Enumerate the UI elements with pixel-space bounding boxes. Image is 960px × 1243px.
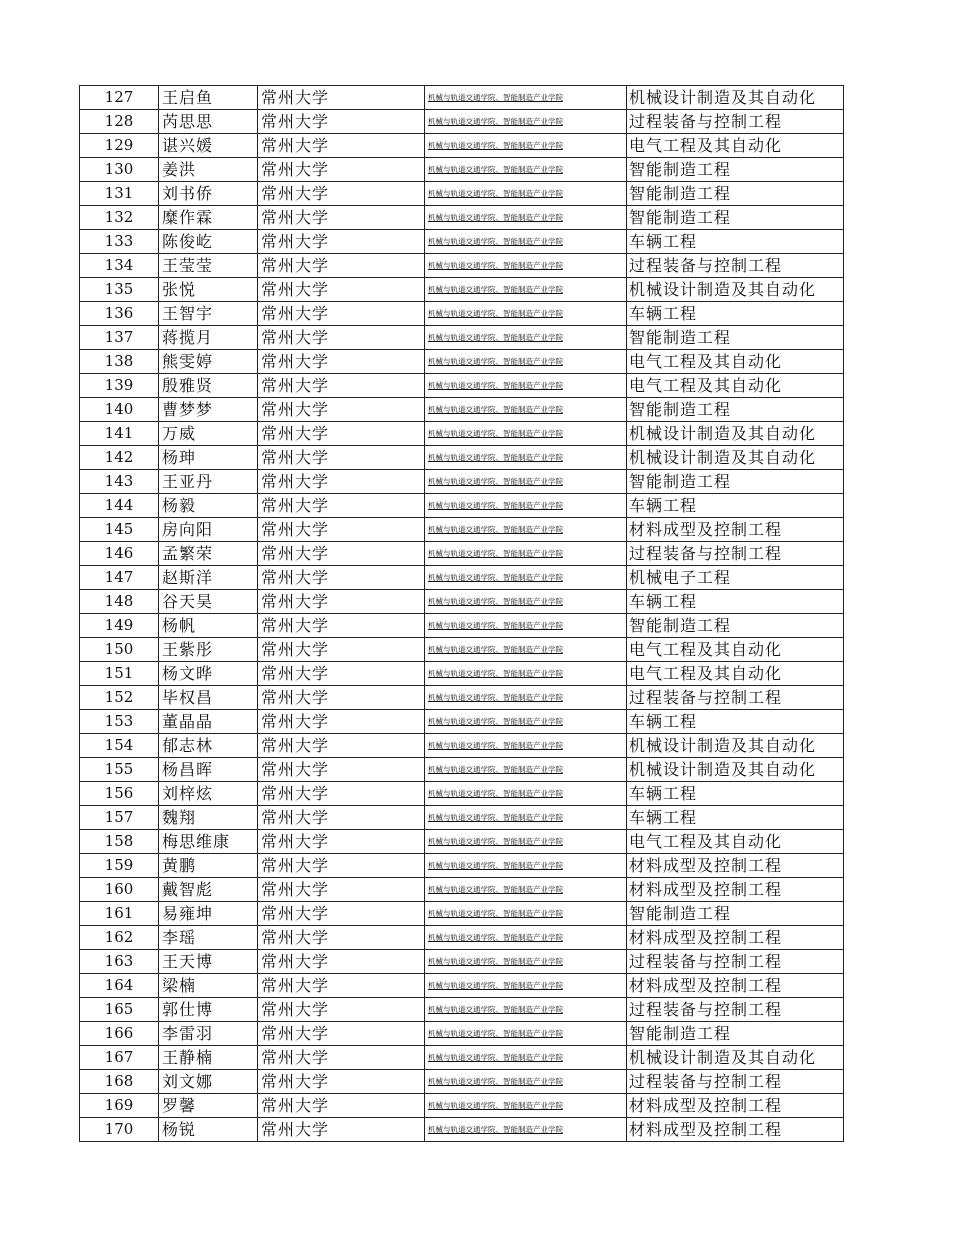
row-number: 145	[80, 518, 159, 542]
row-number: 143	[80, 470, 159, 494]
major-name: 材料成型及控制工程	[627, 926, 844, 950]
major-name: 电气工程及其自动化	[627, 374, 844, 398]
row-number: 165	[80, 998, 159, 1022]
department-name: 机械与轨道交通学院、智能制造产业学院	[425, 1094, 627, 1118]
student-name: 郁志林	[159, 734, 258, 758]
student-name: 谌兴媛	[159, 134, 258, 158]
university-name: 常州大学	[258, 518, 425, 542]
university-name: 常州大学	[258, 998, 425, 1022]
major-name: 过程装备与控制工程	[627, 998, 844, 1022]
major-name: 车辆工程	[627, 230, 844, 254]
table-row	[80, 686, 844, 710]
row-number: 166	[80, 1022, 159, 1046]
major-name: 车辆工程	[627, 494, 844, 518]
university-name: 常州大学	[258, 134, 425, 158]
department-name: 机械与轨道交通学院、智能制造产业学院	[425, 662, 627, 686]
row-number: 148	[80, 590, 159, 614]
student-name: 易雍坤	[159, 902, 258, 926]
major-name: 材料成型及控制工程	[627, 974, 844, 998]
row-number: 164	[80, 974, 159, 998]
student-name: 魏翔	[159, 806, 258, 830]
row-number: 128	[80, 110, 159, 134]
university-name: 常州大学	[258, 1118, 425, 1142]
university-name: 常州大学	[258, 806, 425, 830]
department-name: 机械与轨道交通学院、智能制造产业学院	[425, 230, 627, 254]
row-number: 154	[80, 734, 159, 758]
row-number: 127	[80, 86, 159, 110]
roster-body	[80, 86, 844, 1142]
major-name: 材料成型及控制工程	[627, 518, 844, 542]
department-name: 机械与轨道交通学院、智能制造产业学院	[425, 278, 627, 302]
student-name: 王莹莹	[159, 254, 258, 278]
major-name: 机械设计制造及其自动化	[627, 86, 844, 110]
row-number: 163	[80, 950, 159, 974]
student-name: 杨昌晖	[159, 758, 258, 782]
table-row	[80, 926, 844, 950]
row-number: 130	[80, 158, 159, 182]
university-name: 常州大学	[258, 566, 425, 590]
major-name: 智能制造工程	[627, 326, 844, 350]
row-number: 138	[80, 350, 159, 374]
department-name: 机械与轨道交通学院、智能制造产业学院	[425, 638, 627, 662]
university-name: 常州大学	[258, 374, 425, 398]
department-name: 机械与轨道交通学院、智能制造产业学院	[425, 182, 627, 206]
university-name: 常州大学	[258, 158, 425, 182]
major-name: 过程装备与控制工程	[627, 110, 844, 134]
department-name: 机械与轨道交通学院、智能制造产业学院	[425, 134, 627, 158]
department-name: 机械与轨道交通学院、智能制造产业学院	[425, 830, 627, 854]
department-name: 机械与轨道交通学院、智能制造产业学院	[425, 398, 627, 422]
university-name: 常州大学	[258, 902, 425, 926]
table-row	[80, 974, 844, 998]
university-name: 常州大学	[258, 686, 425, 710]
department-name: 机械与轨道交通学院、智能制造产业学院	[425, 518, 627, 542]
major-name: 车辆工程	[627, 806, 844, 830]
university-name: 常州大学	[258, 614, 425, 638]
department-name: 机械与轨道交通学院、智能制造产业学院	[425, 1070, 627, 1094]
table-row	[80, 854, 844, 878]
row-number: 142	[80, 446, 159, 470]
row-number: 135	[80, 278, 159, 302]
table-row	[80, 638, 844, 662]
major-name: 电气工程及其自动化	[627, 830, 844, 854]
department-name: 机械与轨道交通学院、智能制造产业学院	[425, 1022, 627, 1046]
table-row	[80, 878, 844, 902]
major-name: 过程装备与控制工程	[627, 686, 844, 710]
major-name: 过程装备与控制工程	[627, 1070, 844, 1094]
department-name: 机械与轨道交通学院、智能制造产业学院	[425, 758, 627, 782]
university-name: 常州大学	[258, 1022, 425, 1046]
table-row	[80, 782, 844, 806]
department-name: 机械与轨道交通学院、智能制造产业学院	[425, 734, 627, 758]
table-row	[80, 566, 844, 590]
major-name: 机械设计制造及其自动化	[627, 758, 844, 782]
row-number: 144	[80, 494, 159, 518]
table-row	[80, 302, 844, 326]
row-number: 167	[80, 1046, 159, 1070]
department-name: 机械与轨道交通学院、智能制造产业学院	[425, 950, 627, 974]
university-name: 常州大学	[258, 278, 425, 302]
student-name: 戴智彪	[159, 878, 258, 902]
row-number: 133	[80, 230, 159, 254]
student-name: 黄鹏	[159, 854, 258, 878]
university-name: 常州大学	[258, 710, 425, 734]
student-name: 王天博	[159, 950, 258, 974]
major-name: 材料成型及控制工程	[627, 1094, 844, 1118]
table-row	[80, 326, 844, 350]
student-name: 糜作霖	[159, 206, 258, 230]
university-name: 常州大学	[258, 1070, 425, 1094]
table-row	[80, 422, 844, 446]
row-number: 129	[80, 134, 159, 158]
major-name: 智能制造工程	[627, 1022, 844, 1046]
row-number: 132	[80, 206, 159, 230]
row-number: 157	[80, 806, 159, 830]
table-row	[80, 1022, 844, 1046]
table-row	[80, 950, 844, 974]
department-name: 机械与轨道交通学院、智能制造产业学院	[425, 350, 627, 374]
university-name: 常州大学	[258, 662, 425, 686]
department-name: 机械与轨道交通学院、智能制造产业学院	[425, 614, 627, 638]
row-number: 158	[80, 830, 159, 854]
major-name: 智能制造工程	[627, 158, 844, 182]
university-name: 常州大学	[258, 974, 425, 998]
table-row	[80, 230, 844, 254]
department-name: 机械与轨道交通学院、智能制造产业学院	[425, 110, 627, 134]
university-name: 常州大学	[258, 734, 425, 758]
student-name: 梅思维康	[159, 830, 258, 854]
university-name: 常州大学	[258, 302, 425, 326]
table-row	[80, 518, 844, 542]
department-name: 机械与轨道交通学院、智能制造产业学院	[425, 1118, 627, 1142]
table-row	[80, 710, 844, 734]
student-name: 王静楠	[159, 1046, 258, 1070]
department-name: 机械与轨道交通学院、智能制造产业学院	[425, 926, 627, 950]
row-number: 136	[80, 302, 159, 326]
table-row	[80, 158, 844, 182]
student-name: 杨文晔	[159, 662, 258, 686]
major-name: 车辆工程	[627, 590, 844, 614]
major-name: 机械设计制造及其自动化	[627, 734, 844, 758]
table-row	[80, 806, 844, 830]
university-name: 常州大学	[258, 638, 425, 662]
major-name: 车辆工程	[627, 710, 844, 734]
table-row	[80, 590, 844, 614]
row-number: 131	[80, 182, 159, 206]
department-name: 机械与轨道交通学院、智能制造产业学院	[425, 806, 627, 830]
department-name: 机械与轨道交通学院、智能制造产业学院	[425, 470, 627, 494]
major-name: 机械设计制造及其自动化	[627, 446, 844, 470]
university-name: 常州大学	[258, 182, 425, 206]
student-name: 刘书侨	[159, 182, 258, 206]
department-name: 机械与轨道交通学院、智能制造产业学院	[425, 326, 627, 350]
major-name: 智能制造工程	[627, 614, 844, 638]
row-number: 169	[80, 1094, 159, 1118]
department-name: 机械与轨道交通学院、智能制造产业学院	[425, 542, 627, 566]
student-name: 王紫彤	[159, 638, 258, 662]
table-row	[80, 1094, 844, 1118]
department-name: 机械与轨道交通学院、智能制造产业学院	[425, 998, 627, 1022]
student-name: 董晶晶	[159, 710, 258, 734]
university-name: 常州大学	[258, 926, 425, 950]
row-number: 161	[80, 902, 159, 926]
row-number: 141	[80, 422, 159, 446]
major-name: 智能制造工程	[627, 206, 844, 230]
major-name: 车辆工程	[627, 302, 844, 326]
university-name: 常州大学	[258, 1046, 425, 1070]
department-name: 机械与轨道交通学院、智能制造产业学院	[425, 974, 627, 998]
department-name: 机械与轨道交通学院、智能制造产业学院	[425, 782, 627, 806]
student-name: 杨锐	[159, 1118, 258, 1142]
major-name: 过程装备与控制工程	[627, 950, 844, 974]
row-number: 168	[80, 1070, 159, 1094]
student-name: 蒋揽月	[159, 326, 258, 350]
table-row	[80, 494, 844, 518]
row-number: 159	[80, 854, 159, 878]
table-row	[80, 374, 844, 398]
roster-table	[79, 85, 844, 1142]
university-name: 常州大学	[258, 830, 425, 854]
university-name: 常州大学	[258, 86, 425, 110]
university-name: 常州大学	[258, 470, 425, 494]
university-name: 常州大学	[258, 782, 425, 806]
table-row	[80, 134, 844, 158]
department-name: 机械与轨道交通学院、智能制造产业学院	[425, 590, 627, 614]
student-name: 毕权昌	[159, 686, 258, 710]
table-row	[80, 1118, 844, 1142]
major-name: 电气工程及其自动化	[627, 134, 844, 158]
table-row	[80, 998, 844, 1022]
university-name: 常州大学	[258, 230, 425, 254]
department-name: 机械与轨道交通学院、智能制造产业学院	[425, 446, 627, 470]
table-row	[80, 662, 844, 686]
row-number: 151	[80, 662, 159, 686]
department-name: 机械与轨道交通学院、智能制造产业学院	[425, 86, 627, 110]
student-name: 熊雯婷	[159, 350, 258, 374]
table-row	[80, 734, 844, 758]
table-row	[80, 446, 844, 470]
university-name: 常州大学	[258, 494, 425, 518]
major-name: 智能制造工程	[627, 398, 844, 422]
row-number: 134	[80, 254, 159, 278]
student-name: 杨帆	[159, 614, 258, 638]
university-name: 常州大学	[258, 446, 425, 470]
university-name: 常州大学	[258, 110, 425, 134]
table-row	[80, 758, 844, 782]
major-name: 机械设计制造及其自动化	[627, 422, 844, 446]
table-row	[80, 542, 844, 566]
table-row	[80, 254, 844, 278]
student-name: 郭仕博	[159, 998, 258, 1022]
department-name: 机械与轨道交通学院、智能制造产业学院	[425, 302, 627, 326]
department-name: 机械与轨道交通学院、智能制造产业学院	[425, 1046, 627, 1070]
major-name: 材料成型及控制工程	[627, 1118, 844, 1142]
major-name: 智能制造工程	[627, 182, 844, 206]
student-name: 谷天昊	[159, 590, 258, 614]
university-name: 常州大学	[258, 1094, 425, 1118]
department-name: 机械与轨道交通学院、智能制造产业学院	[425, 878, 627, 902]
table-row	[80, 614, 844, 638]
student-name: 梁楠	[159, 974, 258, 998]
student-name: 曹梦梦	[159, 398, 258, 422]
department-name: 机械与轨道交通学院、智能制造产业学院	[425, 158, 627, 182]
student-name: 张悦	[159, 278, 258, 302]
student-name: 孟繁荣	[159, 542, 258, 566]
table-row	[80, 350, 844, 374]
student-name: 王智宇	[159, 302, 258, 326]
student-name: 李雷羽	[159, 1022, 258, 1046]
department-name: 机械与轨道交通学院、智能制造产业学院	[425, 710, 627, 734]
department-name: 机械与轨道交通学院、智能制造产业学院	[425, 374, 627, 398]
student-name: 李瑶	[159, 926, 258, 950]
university-name: 常州大学	[258, 254, 425, 278]
student-name: 万威	[159, 422, 258, 446]
table-row	[80, 902, 844, 926]
department-name: 机械与轨道交通学院、智能制造产业学院	[425, 422, 627, 446]
row-number: 160	[80, 878, 159, 902]
table-row	[80, 1046, 844, 1070]
student-name: 殷雅贤	[159, 374, 258, 398]
student-name: 杨珅	[159, 446, 258, 470]
major-name: 车辆工程	[627, 782, 844, 806]
row-number: 150	[80, 638, 159, 662]
major-name: 智能制造工程	[627, 470, 844, 494]
student-name: 姜洪	[159, 158, 258, 182]
department-name: 机械与轨道交通学院、智能制造产业学院	[425, 566, 627, 590]
university-name: 常州大学	[258, 758, 425, 782]
department-name: 机械与轨道交通学院、智能制造产业学院	[425, 686, 627, 710]
row-number: 146	[80, 542, 159, 566]
major-name: 材料成型及控制工程	[627, 854, 844, 878]
major-name: 材料成型及控制工程	[627, 878, 844, 902]
student-name: 王亚丹	[159, 470, 258, 494]
row-number: 152	[80, 686, 159, 710]
row-number: 162	[80, 926, 159, 950]
row-number: 156	[80, 782, 159, 806]
department-name: 机械与轨道交通学院、智能制造产业学院	[425, 854, 627, 878]
university-name: 常州大学	[258, 878, 425, 902]
table-row	[80, 110, 844, 134]
major-name: 电气工程及其自动化	[627, 350, 844, 374]
major-name: 过程装备与控制工程	[627, 254, 844, 278]
major-name: 智能制造工程	[627, 902, 844, 926]
university-name: 常州大学	[258, 590, 425, 614]
row-number: 149	[80, 614, 159, 638]
row-number: 170	[80, 1118, 159, 1142]
student-name: 罗馨	[159, 1094, 258, 1118]
row-number: 137	[80, 326, 159, 350]
student-name: 杨毅	[159, 494, 258, 518]
student-name: 陈俊屹	[159, 230, 258, 254]
table-row	[80, 830, 844, 854]
major-name: 机械设计制造及其自动化	[627, 1046, 844, 1070]
row-number: 139	[80, 374, 159, 398]
table-row	[80, 278, 844, 302]
university-name: 常州大学	[258, 350, 425, 374]
table-row	[80, 86, 844, 110]
university-name: 常州大学	[258, 398, 425, 422]
university-name: 常州大学	[258, 854, 425, 878]
university-name: 常州大学	[258, 542, 425, 566]
major-name: 电气工程及其自动化	[627, 638, 844, 662]
department-name: 机械与轨道交通学院、智能制造产业学院	[425, 494, 627, 518]
major-name: 机械电子工程	[627, 566, 844, 590]
university-name: 常州大学	[258, 422, 425, 446]
student-name: 刘文娜	[159, 1070, 258, 1094]
student-name: 王启鱼	[159, 86, 258, 110]
table-row	[80, 182, 844, 206]
table-row	[80, 206, 844, 230]
university-name: 常州大学	[258, 950, 425, 974]
major-name: 机械设计制造及其自动化	[627, 278, 844, 302]
student-name: 刘梓炫	[159, 782, 258, 806]
student-name: 赵斯洋	[159, 566, 258, 590]
row-number: 153	[80, 710, 159, 734]
department-name: 机械与轨道交通学院、智能制造产业学院	[425, 902, 627, 926]
major-name: 电气工程及其自动化	[627, 662, 844, 686]
university-name: 常州大学	[258, 206, 425, 230]
row-number: 140	[80, 398, 159, 422]
row-number: 147	[80, 566, 159, 590]
table-row	[80, 1070, 844, 1094]
university-name: 常州大学	[258, 326, 425, 350]
major-name: 过程装备与控制工程	[627, 542, 844, 566]
student-name: 房向阳	[159, 518, 258, 542]
department-name: 机械与轨道交通学院、智能制造产业学院	[425, 254, 627, 278]
table-row	[80, 470, 844, 494]
student-name: 芮思思	[159, 110, 258, 134]
table-row	[80, 398, 844, 422]
row-number: 155	[80, 758, 159, 782]
department-name: 机械与轨道交通学院、智能制造产业学院	[425, 206, 627, 230]
